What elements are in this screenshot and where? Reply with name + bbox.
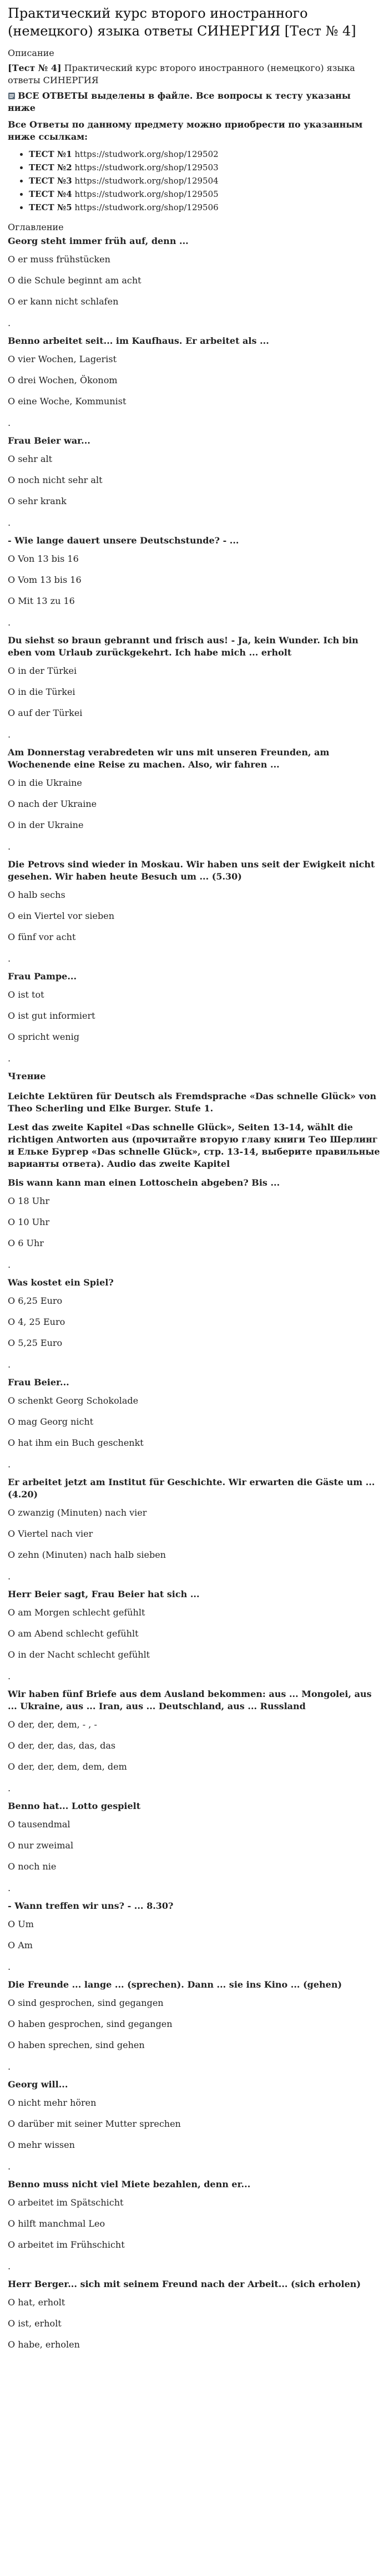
separator-dot: .	[8, 2061, 11, 2072]
answer-option: O 6 Uhr	[8, 1238, 44, 1248]
test-link-item	[29, 161, 381, 174]
separator-dot: .	[8, 1571, 11, 1582]
answer-option: O nach der Ukraine	[8, 799, 97, 809]
test-label: ТЕСТ №3	[29, 176, 72, 186]
test-links-list	[8, 148, 381, 214]
answer-option: O hat, erholt	[8, 2297, 65, 2308]
answer-option: O hilft manchmal Leo	[8, 2218, 105, 2229]
question: Wir haben fünf Briefe aus dem Ausland bekommen: aus ... Mongolei, aus ... Ukraine, aus ... Iran, aus ... Deutschland, aus ... Russland	[8, 1689, 372, 1711]
answer-option: O am Abend schlecht gefühlt	[8, 1628, 139, 1639]
answer-option: O mehr wissen	[8, 2140, 75, 2150]
answer-option: O arbeitet im Frühschicht	[8, 2239, 125, 2250]
question: Benno muss nicht viel Miete bezahlen, denn er...	[8, 2179, 251, 2189]
answer-option: O schenkt Georg Schokolade	[8, 1395, 139, 1406]
separator-dot: .	[8, 953, 11, 964]
question: - Wann treffen wir uns? - ... 8.30?	[8, 1901, 174, 1911]
answer-option: O drei Wochen, Ökonom	[8, 375, 118, 385]
separator-dot: .	[8, 1883, 11, 1893]
test-link[interactable]: https://studwork.org/shop/129502	[74, 149, 219, 159]
answer-option: O Um	[8, 1919, 34, 1929]
answer-option: O in der Ukraine	[8, 820, 84, 830]
test-label: ТЕСТ №2	[29, 162, 72, 172]
answer-option: O ist gut informiert	[8, 1010, 95, 1021]
answer-option: O Am	[8, 1940, 33, 1950]
answer-option: O sehr krank	[8, 496, 67, 506]
question: Die Petrovs sind wieder in Moskau. Wir haben uns seit der Ewigkeit nicht gesehen. Wir haben heute Besuch um ... (5.30)	[8, 859, 375, 882]
description-label: Описание	[8, 48, 54, 58]
separator-dot: .	[8, 2161, 11, 2172]
answer-option: O zehn (Minuten) nach halb sieben	[8, 1549, 166, 1560]
answer-option: O 4, 25 Euro	[8, 1317, 65, 1327]
test-link-item	[29, 187, 381, 201]
answer-option: O nur zweimal	[8, 1840, 74, 1851]
answer-option: O sind gesprochen, sind gegangen	[8, 1998, 164, 2008]
answer-option: O Viertel nach vier	[8, 1528, 93, 1539]
test-link-item	[29, 201, 381, 214]
separator-dot: .	[8, 1053, 11, 1064]
separator-dot: .	[8, 1359, 11, 1370]
answer-option: O in die Türkei	[8, 687, 75, 697]
answer-option: O eine Woche, Kommunist	[8, 396, 127, 407]
answer-option: O halb sechs	[8, 890, 65, 900]
question: Frau Beier...	[8, 1377, 69, 1388]
answer-option: O 18 Uhr	[8, 1196, 50, 1206]
question: Was kostet ein Spiel?	[8, 1277, 114, 1288]
answer-option: O mag Georg nicht	[8, 1416, 94, 1427]
answer-option: O auf der Türkei	[8, 708, 83, 718]
notice	[8, 90, 381, 114]
separator-dot: .	[8, 418, 11, 428]
separator-dot: .	[8, 1783, 11, 1793]
answer-option: O Mit 13 zu 16	[8, 596, 75, 606]
question: Benno arbeitet seit... im Kaufhaus. Er arbeitet als ...	[8, 336, 269, 346]
question: Herr Berger... sich mit seinem Freund nach der Arbeit... (sich erholen)	[8, 2279, 361, 2289]
answer-option: O er muss frühstücken	[8, 254, 110, 265]
answer-option: O 10 Uhr	[8, 1217, 50, 1227]
test-link-item	[29, 174, 381, 187]
answer-option: O arbeitet im Spätschicht	[8, 2197, 124, 2208]
separator-dot: .	[8, 1962, 11, 1972]
question-list	[8, 235, 381, 2350]
question: Du siehst so braun gebrannt und frisch aus! - Ja, kein Wunder. Ich bin eben vom Urlaub zurückgekehrt. Ich habe mich ... erholt	[8, 635, 358, 658]
answer-option: O tausendmal	[8, 1819, 70, 1830]
description-test-number: [Тест № 4]	[8, 63, 62, 73]
answer-option: O der, der, dem, - , -	[8, 1719, 97, 1730]
question: - Wie lange dauert unsere Deutschstunde? - ...	[8, 535, 239, 546]
question: Die Freunde ... lange ... (sprechen). Dann ... sie ins Kino ... (gehen)	[8, 1979, 342, 1990]
answer-option: O noch nie	[8, 1861, 57, 1872]
separator-dot: .	[8, 1459, 11, 1470]
test-link-item	[29, 148, 381, 161]
test-label: ТЕСТ №1	[29, 149, 72, 159]
test-link[interactable]: https://studwork.org/shop/129505	[74, 189, 219, 199]
question: Am Donnerstag verabredeten wir uns mit unseren Freunden, am Wochenende eine Reise zu machen. Also, wir fahren ...	[8, 747, 330, 770]
section-heading: Чтение	[8, 1071, 46, 1081]
test-link[interactable]: https://studwork.org/shop/129503	[74, 162, 219, 172]
answer-option: O in der Türkei	[8, 665, 77, 676]
separator-dot: .	[8, 617, 11, 628]
question: Frau Beier war...	[8, 435, 90, 446]
answer-option: O ist, erholt	[8, 2318, 62, 2329]
test-link[interactable]: https://studwork.org/shop/129506	[74, 202, 219, 212]
answer-option: O am Morgen schlecht gefühlt	[8, 1607, 145, 1618]
answer-option: O darüber mit seiner Mutter sprechen	[8, 2118, 181, 2129]
separator-dot: .	[8, 517, 11, 528]
answer-option: O in die Ukraine	[8, 778, 82, 788]
question: Herr Beier sagt, Frau Beier hat sich ...	[8, 1589, 200, 1599]
answer-option: O hat ihm ein Buch geschenkt	[8, 1437, 144, 1448]
answer-option: O Vom 13 bis 16	[8, 575, 82, 585]
answer-option: O in der Nacht schlecht gefühlt	[8, 1649, 150, 1660]
answer-option: O nicht mehr hören	[8, 2097, 97, 2108]
separator-dot: .	[8, 729, 11, 740]
answer-option: O die Schule beginnt am acht	[8, 275, 142, 286]
separator-dot: .	[8, 1671, 11, 1681]
answer-option: O ist tot	[8, 989, 44, 1000]
instruction-paragraph: Leichte Lektüren für Deutsch als Fremdsprache «Das schnelle Glück» von Theo Scherling und Elke Burger. Stufe 1.	[8, 1091, 377, 1114]
toc-label: Оглавление	[8, 222, 64, 232]
notice-text: ВСЕ ОТВЕТЫ выделены в файле. Все вопросы к тесту указаны ниже	[8, 90, 351, 113]
test-label: ТЕСТ №5	[29, 202, 72, 212]
answer-option: O 5,25 Euro	[8, 1338, 63, 1348]
question: Frau Pampe...	[8, 971, 77, 982]
answer-option: O zwanzig (Minuten) nach vier	[8, 1507, 147, 1518]
file-icon	[8, 92, 16, 100]
buy-note: Все Ответы по данному предмету можно приобрести по указанным ниже ссылкам:	[8, 119, 363, 142]
test-label: ТЕСТ №4	[29, 189, 72, 199]
answer-option: O spricht wenig	[8, 1032, 80, 1042]
description-text: Практический курс второго иностранного (немецкого) языка ответы СИНЕРГИЯ	[8, 63, 355, 85]
description	[8, 62, 381, 87]
answer-option: O er kann nicht schlafen	[8, 296, 119, 307]
answer-option: O der, der, dem, dem, dem	[8, 1761, 127, 1772]
answer-option: O vier Wochen, Lagerist	[8, 354, 117, 364]
answer-option: O noch nicht sehr alt	[8, 475, 103, 485]
answer-option: O ein Viertel vor sieben	[8, 911, 115, 921]
answer-option: O Von 13 bis 16	[8, 553, 79, 564]
answer-option: O sehr alt	[8, 454, 53, 464]
answer-option: O haben sprechen, sind gehen	[8, 2040, 145, 2050]
separator-dot: .	[8, 2261, 11, 2272]
question: Benno hat... Lotto gespielt	[8, 1801, 141, 1811]
page-title: Практический курс второго иностранного (немецкого) языка ответы СИНЕРГИЯ [Тест № 4]	[8, 6, 356, 39]
question: Georg will...	[8, 2079, 68, 2090]
question: Georg steht immer früh auf, denn ...	[8, 236, 189, 246]
question: Er arbeitet jetzt am Institut für Geschichte. Wir erwarten die Gäste um ... (4.20)	[8, 1477, 375, 1500]
answer-option: O habe, erholen	[8, 2339, 80, 2350]
separator-dot: .	[8, 1259, 11, 1270]
separator-dot: .	[8, 318, 11, 328]
instruction-paragraph: Lest das zweite Kapitel «Das schnelle Glück», Seiten 13-14, wählt die richtigen Antworten aus (прочитайте вторую главу книги Тео Шерлинг и Ельке Бургер «Das schnelle Glück», стр. 13-14, выберите правильные варианты ответа). Audio das zweite Kapitel	[8, 1122, 380, 1169]
separator-dot: .	[8, 841, 11, 852]
answer-option: O 6,25 Euro	[8, 1295, 63, 1306]
test-link[interactable]: https://studwork.org/shop/129504	[74, 176, 219, 186]
answer-option: O der, der, das, das, das	[8, 1740, 116, 1751]
answer-option: O fünf vor acht	[8, 932, 76, 942]
question: Bis wann kann man einen Lottoschein abgeben? Bis ...	[8, 1177, 280, 1188]
answer-option: O haben gesprochen, sind gegangen	[8, 2019, 173, 2029]
